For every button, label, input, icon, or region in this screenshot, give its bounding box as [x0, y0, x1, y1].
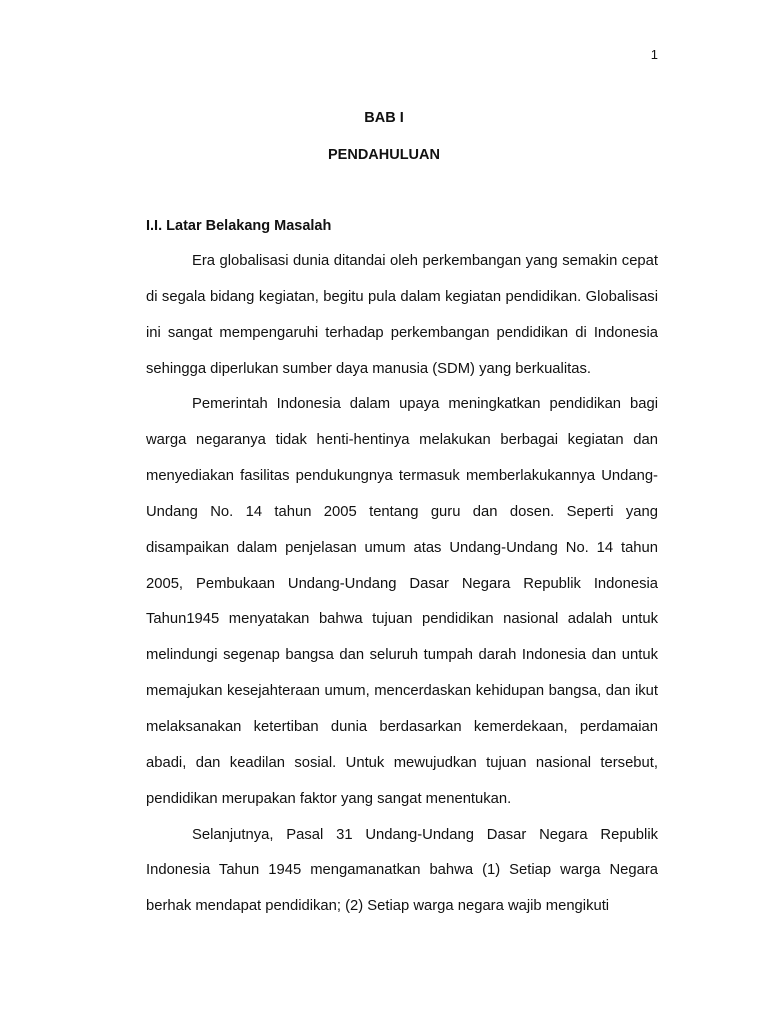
- chapter-title: PENDAHULUAN: [328, 147, 440, 163]
- section-heading: I.I. Latar Belakang Masalah: [146, 218, 332, 234]
- paragraph-text: Era globalisasi dunia ditandai oleh perkembangan yang semakin cepat di segala bidang kegiatan, begitu pula dalam kegiatan pendidikan. Globalisasi ini sangat mempengaruhi terhadap perkembangan pendidikan di Indonesia sehingga diperlukan sumber daya manusia (SDM) yang berkualitas.: [146, 253, 658, 377]
- paragraph: [146, 818, 658, 926]
- paragraph-text: Pemerintah Indonesia dalam upaya meningkatkan pendidikan bagi warga negaranya tidak henti-hentinya melakukan berbagai kegiatan dan menyediakan fasilitas pendukungnya termasuk memberlakukannya Undang-Undang No. 14 tahun 2005 tentang guru dan dosen. Seperti yang disampaikan dalam penjelasan umum atas Undang-Undang No. 14 tahun 2005, Pembukaan Undang-Undang Dasar Negara Republik Indonesia Tahun1945 menyatakan bahwa tujuan pendidikan nasional adalah untuk melindungi segenap bangsa dan seluruh tumpah darah Indonesia dan untuk memajukan kesejahteraan umum, mencerdaskan kehidupan bangsa, dan ikut melaksanakan ketertiban dunia berdasarkan kemerdekaan, perdamaian abadi, dan keadilan sosial. Untuk mewujudkan tujuan nasional tersebut, pendidikan merupakan faktor yang sangat menentukan.: [146, 396, 658, 807]
- page-number: 1: [650, 47, 658, 62]
- paragraph: [146, 387, 658, 817]
- paragraph-text: Selanjutnya, Pasal 31 Undang-Undang Dasar Negara Republik Indonesia Tahun 1945 mengamanatkan bahwa (1) Setiap warga Negara berhak mendapat pendidikan; (2) Setiap warga negara wajib mengikuti: [146, 826, 658, 915]
- chapter-number: BAB I: [364, 110, 404, 126]
- paragraph: [146, 244, 658, 387]
- body-text: [146, 244, 658, 925]
